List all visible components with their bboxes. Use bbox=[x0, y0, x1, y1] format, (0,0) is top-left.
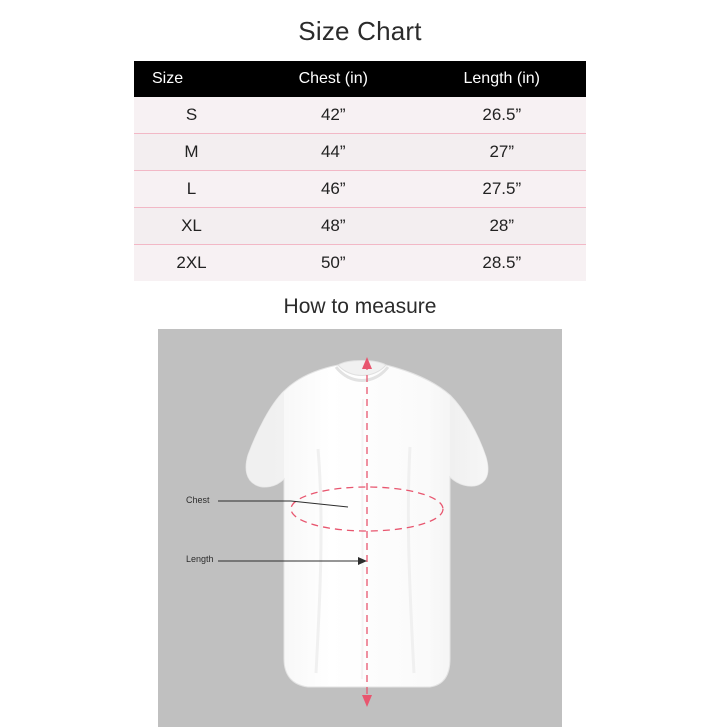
cell-size: XL bbox=[134, 208, 249, 245]
size-table-head bbox=[134, 61, 586, 97]
column-header-length: Length (in) bbox=[418, 61, 587, 97]
table-row bbox=[134, 97, 586, 134]
table-row bbox=[134, 171, 586, 208]
table-row bbox=[134, 208, 586, 245]
column-header-size: Size bbox=[134, 61, 249, 97]
cell-size: 2XL bbox=[134, 245, 249, 282]
cell-chest: 46” bbox=[249, 171, 418, 208]
cell-length: 27.5” bbox=[418, 171, 587, 208]
cell-chest: 48” bbox=[249, 208, 418, 245]
cell-size: M bbox=[134, 134, 249, 171]
page-title: Size Chart bbox=[298, 16, 422, 46]
table-header-row bbox=[134, 61, 586, 97]
cell-chest: 42” bbox=[249, 97, 418, 134]
cell-chest: 50” bbox=[249, 245, 418, 282]
table-row bbox=[134, 134, 586, 171]
size-table bbox=[134, 61, 586, 281]
cell-length: 28” bbox=[418, 208, 587, 245]
chest-label: Chest bbox=[186, 495, 210, 505]
cell-size: S bbox=[134, 97, 249, 134]
cell-length: 27” bbox=[418, 134, 587, 171]
cell-chest: 44” bbox=[249, 134, 418, 171]
length-arrow-bottom bbox=[362, 695, 372, 707]
how-to-measure-title: How to measure bbox=[283, 295, 437, 318]
size-table-wrap bbox=[134, 61, 586, 281]
length-label: Length bbox=[186, 554, 214, 564]
cell-length: 26.5” bbox=[418, 97, 587, 134]
cell-size: L bbox=[134, 171, 249, 208]
column-header-chest: Chest (in) bbox=[249, 61, 418, 97]
size-table-body bbox=[134, 97, 586, 281]
cell-length: 28.5” bbox=[418, 245, 587, 282]
table-row bbox=[134, 245, 586, 282]
tshirt-illustration bbox=[158, 329, 562, 727]
measurement-diagram bbox=[158, 329, 562, 727]
